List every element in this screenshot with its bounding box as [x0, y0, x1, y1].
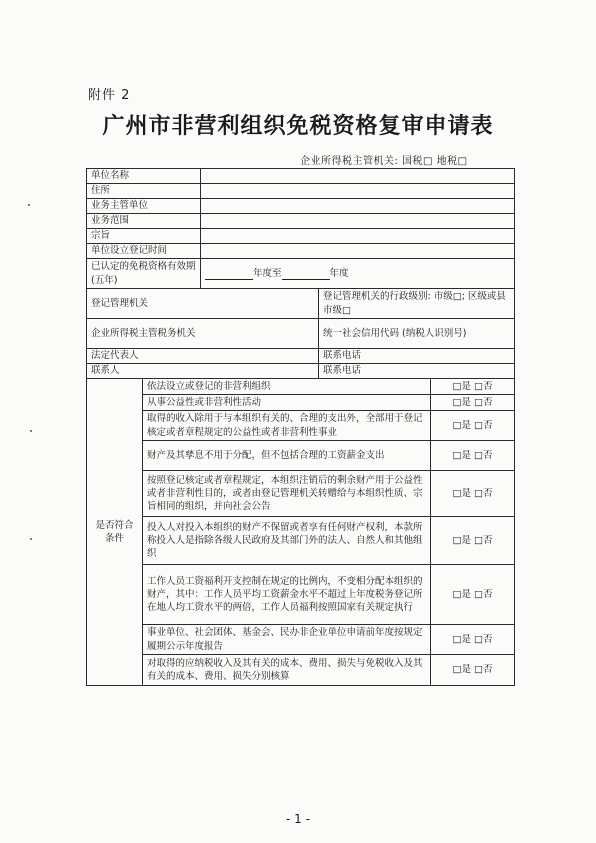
org-name-value[interactable]	[201, 169, 515, 184]
business-scope-value[interactable]	[201, 214, 515, 229]
row-address	[87, 184, 515, 199]
condition-text: 事业单位、社会团体、基金会、民办非企业单位申请前年度按规定履期公示年度报告	[143, 625, 431, 655]
exempt-period-value[interactable]	[201, 259, 515, 289]
contact-phone-2-label: 联系电话	[319, 364, 515, 379]
condition-row	[87, 411, 515, 441]
row-contact	[87, 364, 515, 379]
exempt-period-label: 已认定的免税资格有效期 (五年)	[87, 259, 201, 289]
scan-speck	[28, 204, 30, 206]
condition-yes-no[interactable]: □是 □否	[431, 471, 515, 517]
business-scope-label: 业务范围	[87, 214, 201, 229]
conditions-category-label: 是否符合条件	[95, 519, 134, 544]
credit-code-label: 统一社会信用代码 (纳税人识别号)	[319, 319, 515, 349]
condition-text: 取得的收入除用于与本组织有关的、合理的支出外，全部用于登记核定或者章程规定的公益性或者非营利性事业	[143, 411, 431, 441]
condition-text: 对取得的应纳税收入及其有关的成本、费用、损失与免税收入及其有关的成本、费用、损失分别核算	[143, 655, 431, 686]
registration-level[interactable]: 登记管理机关的行政级别: 市级□; 区级或县市级□	[319, 289, 515, 319]
registration-authority-label: 登记管理机关	[87, 289, 319, 319]
form-title: 广州市非营利组织免税资格复审申请表	[102, 113, 494, 139]
scan-speck	[30, 430, 32, 432]
row-established-date	[87, 244, 515, 259]
condition-row	[87, 395, 515, 411]
purpose-value[interactable]	[201, 229, 515, 244]
row-purpose	[87, 229, 515, 244]
address-label: 住所	[87, 184, 201, 199]
contact-phone-1-label: 联系电话	[319, 349, 515, 364]
row-org-name	[87, 169, 515, 184]
condition-text: 投入人对投入本组织的财产不保留或者享有任何财产权利，本款所称投入人是指除各级人民政府及其部门外的法人、自然人和其他组织	[143, 517, 431, 565]
period-to-blank[interactable]	[282, 268, 330, 280]
supervisor-value[interactable]	[201, 199, 515, 214]
condition-yes-no[interactable]: □是 □否	[431, 395, 515, 411]
condition-row	[87, 625, 515, 655]
tax-authority-line: 企业所得税主管机关: 国税□ 地税□	[300, 156, 468, 167]
established-date-label: 单位设立登记时间	[87, 244, 201, 259]
condition-row	[87, 379, 515, 395]
row-registration	[87, 289, 515, 319]
legal-rep-label: 法定代表人	[87, 349, 319, 364]
condition-yes-no[interactable]: □是 □否	[431, 411, 515, 441]
condition-yes-no[interactable]: □是 □否	[431, 517, 515, 565]
row-exempt-period	[87, 259, 515, 289]
period-from-text: 年度至	[253, 267, 282, 279]
supervisor-label: 业务主管单位	[87, 199, 201, 214]
condition-yes-no[interactable]: □是 □否	[431, 655, 515, 686]
condition-row	[87, 655, 515, 686]
scan-speck	[30, 538, 32, 540]
contact-person-label: 联系人	[87, 364, 319, 379]
page-number: - 1 -	[286, 812, 310, 826]
application-form-table	[86, 168, 515, 686]
condition-text: 工作人员工资福利开支控制在规定的比例内，不变相分配本组织的财产，其中：工作人员平均工资薪金水平不超过上年度税务登记所在地人均工资水平的两倍，工作人员福利按照国家有关规定执行	[143, 565, 431, 625]
tax-authority-label: 企业所得税主管税务机关	[87, 319, 319, 349]
address-value[interactable]	[201, 184, 515, 199]
condition-yes-no[interactable]: □是 □否	[431, 441, 515, 471]
condition-yes-no[interactable]: □是 □否	[431, 565, 515, 625]
conditions-category	[87, 379, 143, 686]
condition-yes-no[interactable]: □是 □否	[431, 379, 515, 395]
attachment-label: 附件 2	[88, 88, 131, 103]
row-tax-authority	[87, 319, 515, 349]
condition-text: 依法设立或登记的非营利组织	[143, 379, 431, 395]
condition-row	[87, 565, 515, 625]
org-name-label: 单位名称	[87, 169, 201, 184]
condition-text: 从事公益性或非营利性活动	[143, 395, 431, 411]
period-from-blank[interactable]	[205, 268, 253, 280]
condition-text: 按照登记核定或者章程规定，本组织注销后的剩余财产用于公益性或者非营利性目的，或者由登记管理机关转赠给与本组织性质、宗旨相同的组织，并向社会公告	[143, 471, 431, 517]
row-business-scope	[87, 214, 515, 229]
established-date-value[interactable]	[201, 244, 515, 259]
purpose-label: 宗旨	[87, 229, 201, 244]
condition-row	[87, 441, 515, 471]
row-supervisor	[87, 199, 515, 214]
condition-text: 财产及其孳息不用于分配，但不包括合理的工资薪金支出	[143, 441, 431, 471]
row-legal-rep	[87, 349, 515, 364]
condition-yes-no[interactable]: □是 □否	[431, 625, 515, 655]
period-to-text: 年度	[329, 267, 349, 279]
condition-row	[87, 517, 515, 565]
condition-row	[87, 471, 515, 517]
